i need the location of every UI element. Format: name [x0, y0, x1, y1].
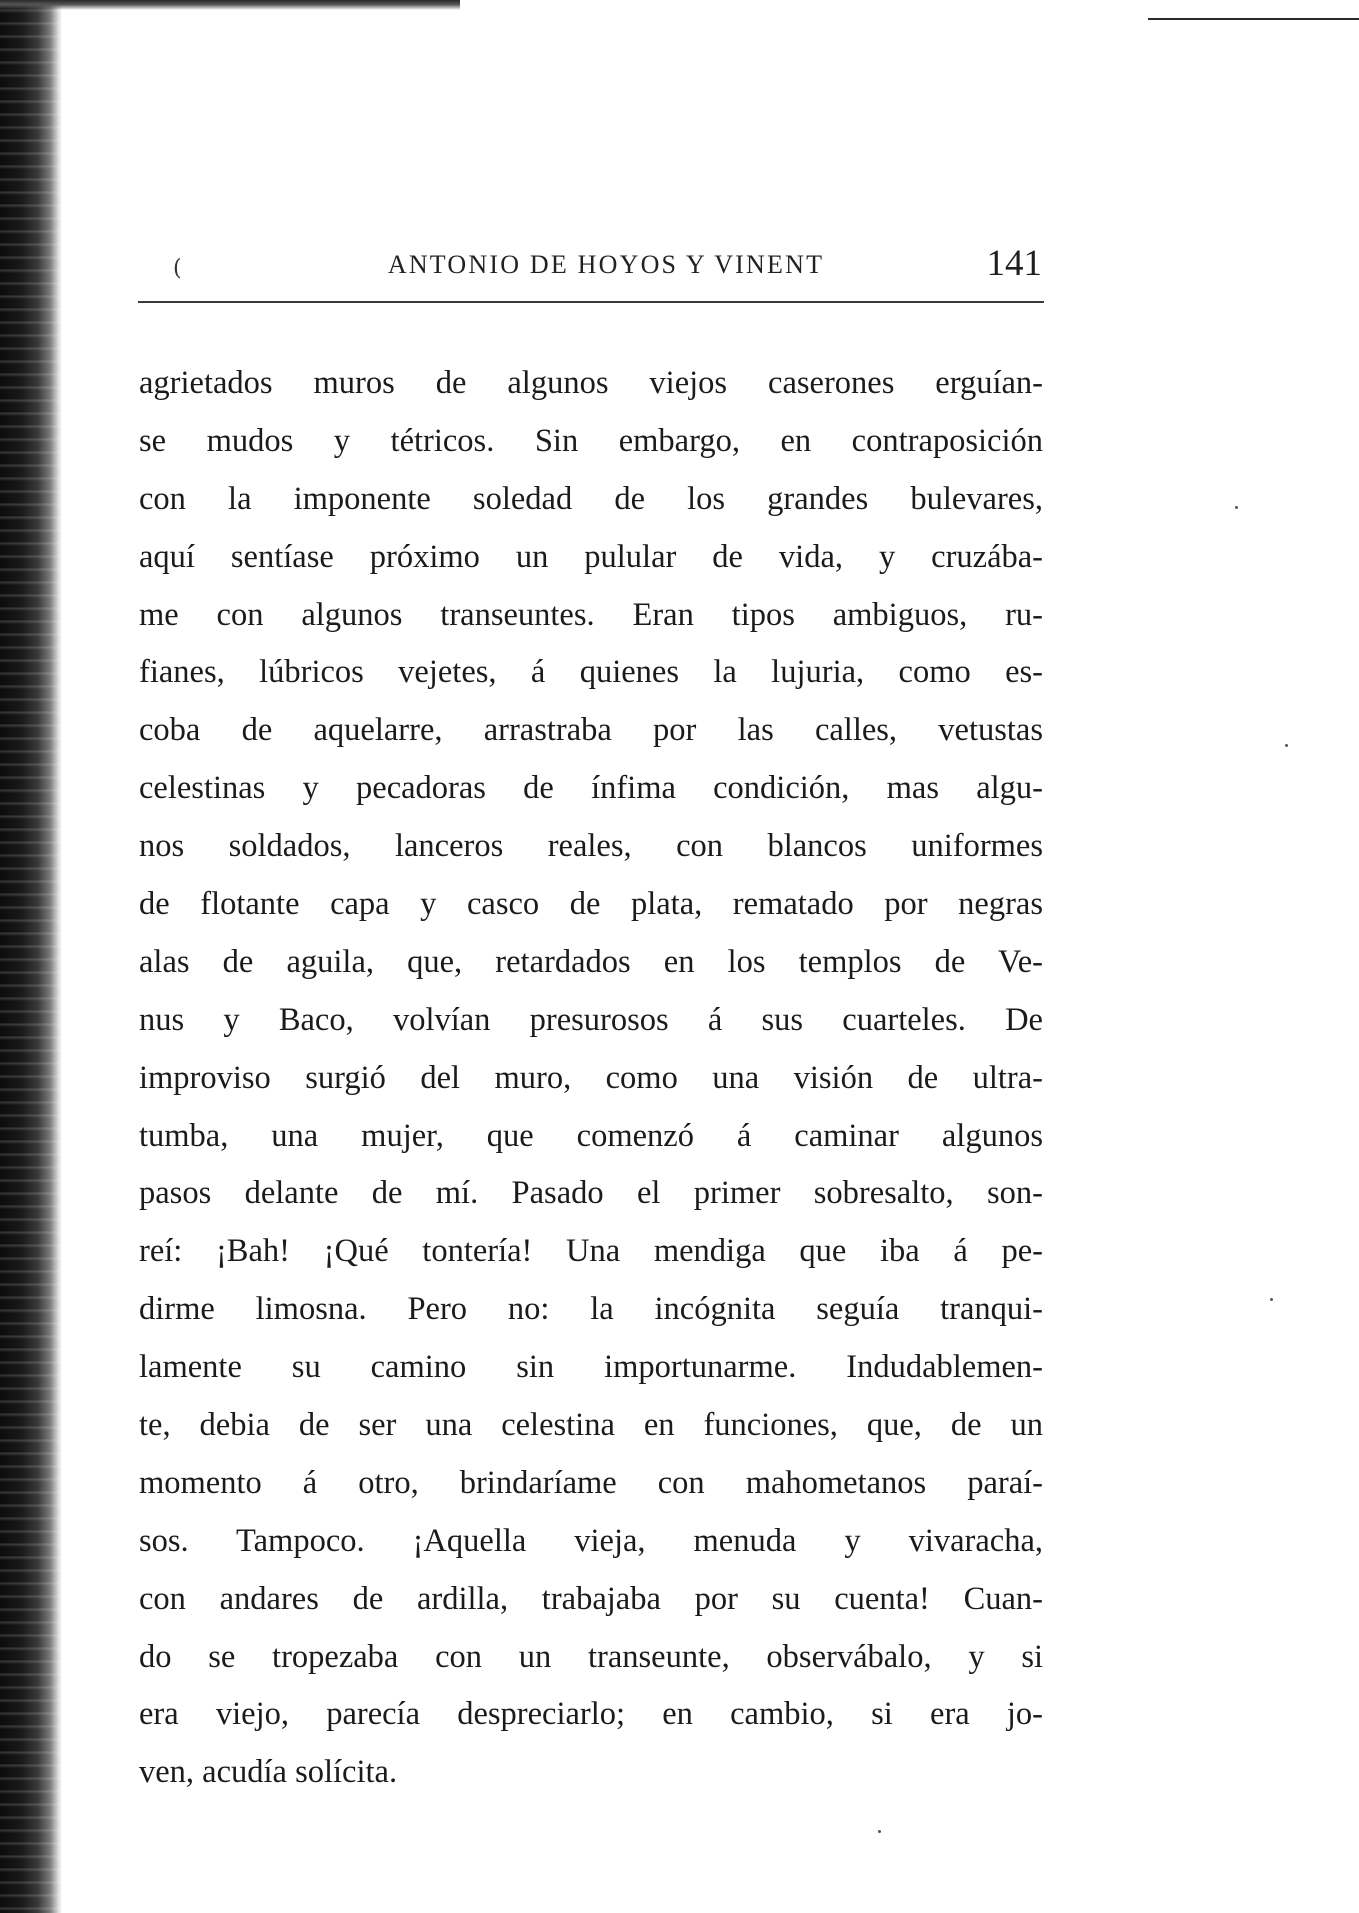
text-line: nos soldados, lanceros reales, con blancos uniformes	[139, 828, 1043, 865]
scan-speck	[1270, 1298, 1273, 1301]
scan-speck	[878, 1830, 881, 1833]
header-rule	[138, 301, 1044, 303]
scan-speck	[1285, 744, 1288, 747]
text-line: momento á otro, brindaríame con mahometanos paraí-	[139, 1464, 1043, 1501]
header-mark: (	[173, 256, 182, 281]
text-line: nus y Baco, volvían presurosos á sus cuarteles. De	[139, 1001, 1043, 1038]
scan-edge-rule	[1148, 18, 1359, 20]
text-line: reí: ¡Bah! ¡Qué tontería! Una mendiga que iba á pe-	[139, 1233, 1043, 1270]
page-number: 141	[986, 243, 1042, 284]
scan-edge-smudge	[0, 0, 460, 10]
text-line: fianes, lúbricos vejetes, á quienes la lujuria, como es-	[139, 654, 1043, 691]
text-line: con la imponente soledad de los grandes bulevares,	[139, 480, 1043, 517]
text-line: me con algunos transeuntes. Eran tipos ambiguos, ru-	[139, 596, 1043, 633]
text-line: de flotante capa y casco de plata, rematado por negras	[139, 886, 1043, 923]
text-line: dirme limosna. Pero no: la incógnita seguía tranqui-	[139, 1291, 1043, 1328]
text-line: era viejo, parecía despreciarlo; en cambio, si era jo-	[139, 1696, 1043, 1733]
text-line: sos. Tampoco. ¡Aquella vieja, menuda y vivaracha,	[139, 1522, 1043, 1559]
text-line: improviso surgió del muro, como una visión de ultra-	[139, 1059, 1043, 1096]
text-line: alas de aguila, que, retardados en los templos de Ve-	[139, 943, 1043, 980]
text-line: con andares de ardilla, trabajaba por su cuenta! Cuan-	[139, 1580, 1043, 1617]
page-header	[170, 242, 1042, 292]
text-line: aquí sentíase próximo un pulular de vida, y cruzába-	[139, 538, 1043, 575]
body-text	[139, 355, 1043, 1802]
text-line: do se tropezaba con un transeunte, observábalo, y si	[139, 1638, 1043, 1675]
text-line: lamente su camino sin importunarme. Indudablemen-	[139, 1349, 1043, 1386]
text-line: celestinas y pecadoras de ínfima condición, mas algu-	[139, 770, 1043, 807]
text-line: te, debia de ser una celestina en funciones, que, de un	[139, 1407, 1043, 1444]
text-line: tumba, una mujer, que comenzó á caminar algunos	[139, 1117, 1043, 1154]
text-line: coba de aquelarre, arrastraba por las calles, vetustas	[139, 712, 1043, 749]
book-binding-shadow	[0, 0, 62, 1913]
running-title: ANTONIO DE HOYOS Y VINENT	[387, 250, 825, 279]
scan-speck	[1235, 506, 1238, 509]
text-line: se mudos y tétricos. Sin embargo, en contraposición	[139, 422, 1043, 459]
text-line: ven, acudía solícita.	[139, 1754, 398, 1791]
text-line: agrietados muros de algunos viejos caserones erguían-	[139, 365, 1043, 401]
text-line: pasos delante de mí. Pasado el primer sobresalto, son-	[139, 1175, 1043, 1212]
